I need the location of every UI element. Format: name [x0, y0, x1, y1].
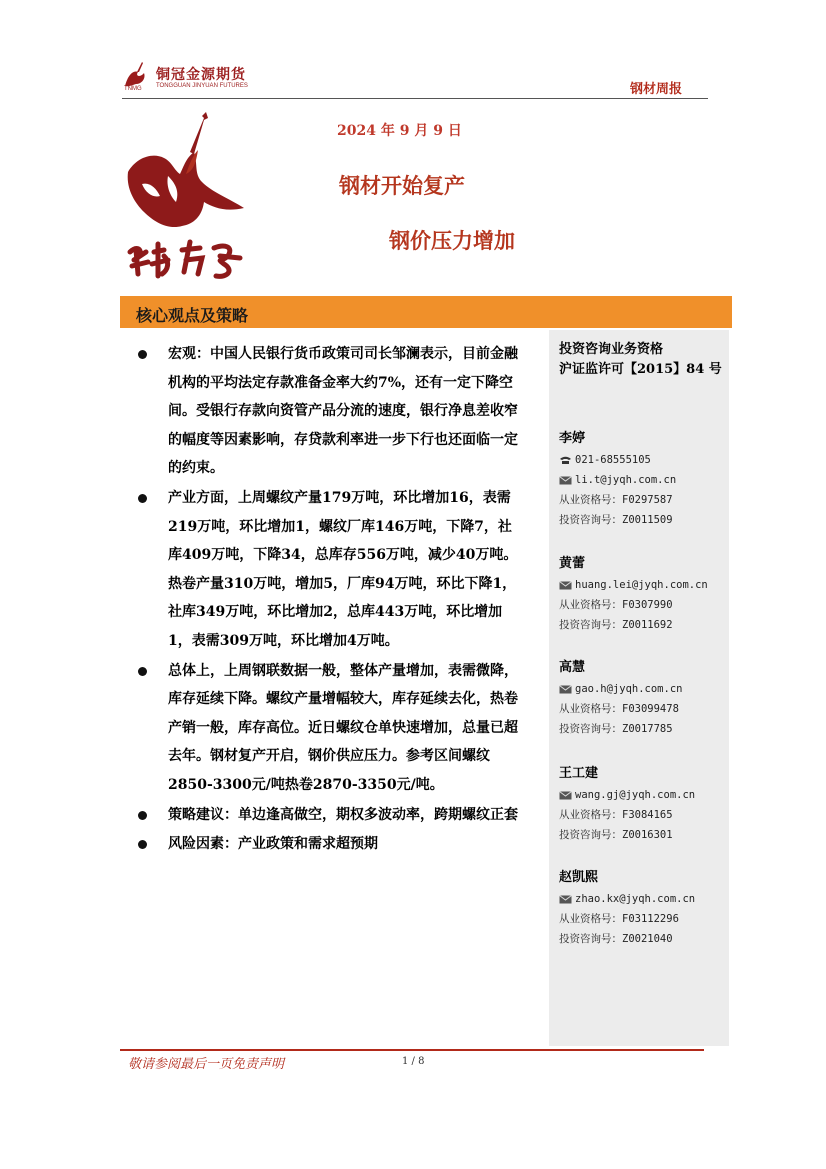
- analyst-email-row: [559, 679, 727, 699]
- qualification-title: 投资咨询业务资格: [559, 342, 664, 357]
- analyst-email-row: [559, 575, 727, 595]
- analyst-consult-row: 投资咨询号： Z0021040: [559, 929, 727, 949]
- analyst-name: 王工建: [559, 766, 599, 781]
- consult-number: Z0011509: [622, 514, 673, 526]
- analyst-practice-row: 从业资格号： F0297587: [559, 490, 727, 510]
- analyst-email: wang.gj@jyqh.com.cn: [575, 789, 696, 801]
- analyst-card: [559, 428, 727, 530]
- company-emblem: [124, 112, 248, 288]
- report-type: 钢材周报: [630, 82, 683, 97]
- list-item: [132, 484, 524, 656]
- bullet-icon: [138, 840, 147, 849]
- core-views-list: [132, 340, 524, 860]
- email-icon: [559, 895, 572, 904]
- analyst-phone: 021-68555105: [575, 454, 651, 466]
- practice-number: F03099478: [622, 703, 679, 715]
- analyst-email: li.t@jyqh.com.cn: [575, 474, 677, 486]
- consult-number: Z0011692: [622, 619, 673, 631]
- practice-number: F0297587: [622, 494, 673, 506]
- list-item: [132, 801, 524, 830]
- report-date: 2024 年 9 月 9 日: [337, 123, 462, 139]
- consult-number: Z0017785: [622, 723, 673, 735]
- bullet-text-macro: 宏观：中国人民银行货币政策司司长邹澜表示，目前金融机构的平均法定存款准备金率大约7%，还有一定下降空间。受银行存款向资管产品分流的速度，银行净息差收窄的幅度等因素影响，存贷款利率进一步下行也还面临一定的约束。: [168, 346, 518, 477]
- bullet-icon: [138, 667, 147, 676]
- brand-name-cn: 铜冠金源期货: [156, 67, 246, 83]
- list-item: [132, 830, 524, 859]
- analyst-practice-row: 从业资格号： F03099478: [559, 699, 727, 719]
- bullet-text-overall: 总体上，上周钢联数据一般，整体产量增加，表需微降，库存延续下降。螺纹产量增幅较大，库存延续去化，热卷产销一般，库存高位。近日螺纹仓单快速增加，总量已超去年。钢材复产开启，钢价供应压力。参考区间螺纹2850-3300元/吨热卷2870-3350元/吨。: [168, 662, 518, 793]
- analyst-name: 赵凯熙: [559, 870, 599, 885]
- consult-number: Z0021040: [622, 933, 673, 945]
- emblem-calligraphy: [130, 242, 240, 276]
- analyst-email: gao.h@jyqh.com.cn: [575, 683, 683, 695]
- header-divider: [122, 98, 708, 99]
- report-title-line1: 钢材开始复产: [339, 174, 465, 198]
- email-icon: [559, 476, 572, 485]
- analyst-card: [559, 763, 727, 845]
- analyst-practice-row: 从业资格号： F03112296: [559, 909, 727, 929]
- analyst-card: [559, 553, 727, 635]
- email-icon: [559, 581, 572, 590]
- analyst-email-row: [559, 470, 727, 490]
- analyst-practice-row: 从业资格号： F3084165: [559, 805, 727, 825]
- practice-number: F03112296: [622, 913, 679, 925]
- bullet-icon: [138, 811, 147, 820]
- section-title: 核心观点及策略: [136, 306, 249, 325]
- email-icon: [559, 685, 572, 694]
- report-title-line2: 钢价压力增加: [389, 229, 515, 253]
- analyst-name: 黄蕾: [559, 556, 586, 571]
- analyst-email: huang.lei@jyqh.com.cn: [575, 579, 708, 591]
- brand-abbreviation: TNMG: [124, 86, 142, 92]
- analyst-practice-row: 从业资格号： F0307990: [559, 595, 727, 615]
- analyst-email-row: [559, 785, 727, 805]
- analyst-consult-row: 投资咨询号： Z0011692: [559, 615, 727, 635]
- analyst-email-row: [559, 889, 727, 909]
- analyst-card: [559, 657, 727, 739]
- analyst-name: 高慧: [559, 660, 586, 675]
- qualification-block: [559, 340, 722, 380]
- analyst-email: zhao.kx@jyqh.com.cn: [575, 893, 696, 905]
- bullet-icon: [138, 350, 147, 359]
- analyst-consult-row: 投资咨询号： Z0017785: [559, 719, 727, 739]
- email-icon: [559, 791, 572, 800]
- practice-number: F3084165: [622, 809, 673, 821]
- analyst-name: 李婷: [559, 431, 586, 446]
- analyst-consult-row: 投资咨询号： Z0016301: [559, 825, 727, 845]
- analyst-phone-row: [559, 450, 727, 470]
- page-number: 1 / 8: [402, 1056, 425, 1067]
- bullet-text-strategy: 策略建议：单边逢高做空，期权多波动率，跨期螺纹正套: [168, 806, 518, 823]
- bullet-text-industry: 产业方面，上周螺纹产量179万吨，环比增加16，表需219万吨，环比增加1，螺纹厂库146万吨，下降7，社库409万吨，下降34，总库存556万吨，减少40万吨。热卷产量310万吨，增加5，厂库94万吨，环比下降1，社库349万吨，环比增加2，总库443万吨，环比增加1，表需309万吨，环比增加4万吨。: [168, 489, 518, 649]
- bullet-icon: [138, 494, 147, 503]
- disclaimer-note: 敬请参阅最后一页免责声明: [128, 1057, 285, 1072]
- bullet-text-risk: 风险因素：产业政策和需求超预期: [168, 836, 378, 853]
- list-item: [132, 657, 524, 800]
- practice-number: F0307990: [622, 599, 673, 611]
- analyst-consult-row: 投资咨询号： Z0011509: [559, 510, 727, 530]
- footer-divider: [120, 1049, 704, 1051]
- license-number: 沪证监许可【2015】84 号: [559, 362, 722, 377]
- analyst-card: [559, 867, 727, 949]
- brand-name-en: TONGGUAN JINYUAN FUTURES: [156, 83, 248, 89]
- consult-number: Z0016301: [622, 829, 673, 841]
- list-item: [132, 340, 524, 483]
- phone-icon: [559, 456, 572, 465]
